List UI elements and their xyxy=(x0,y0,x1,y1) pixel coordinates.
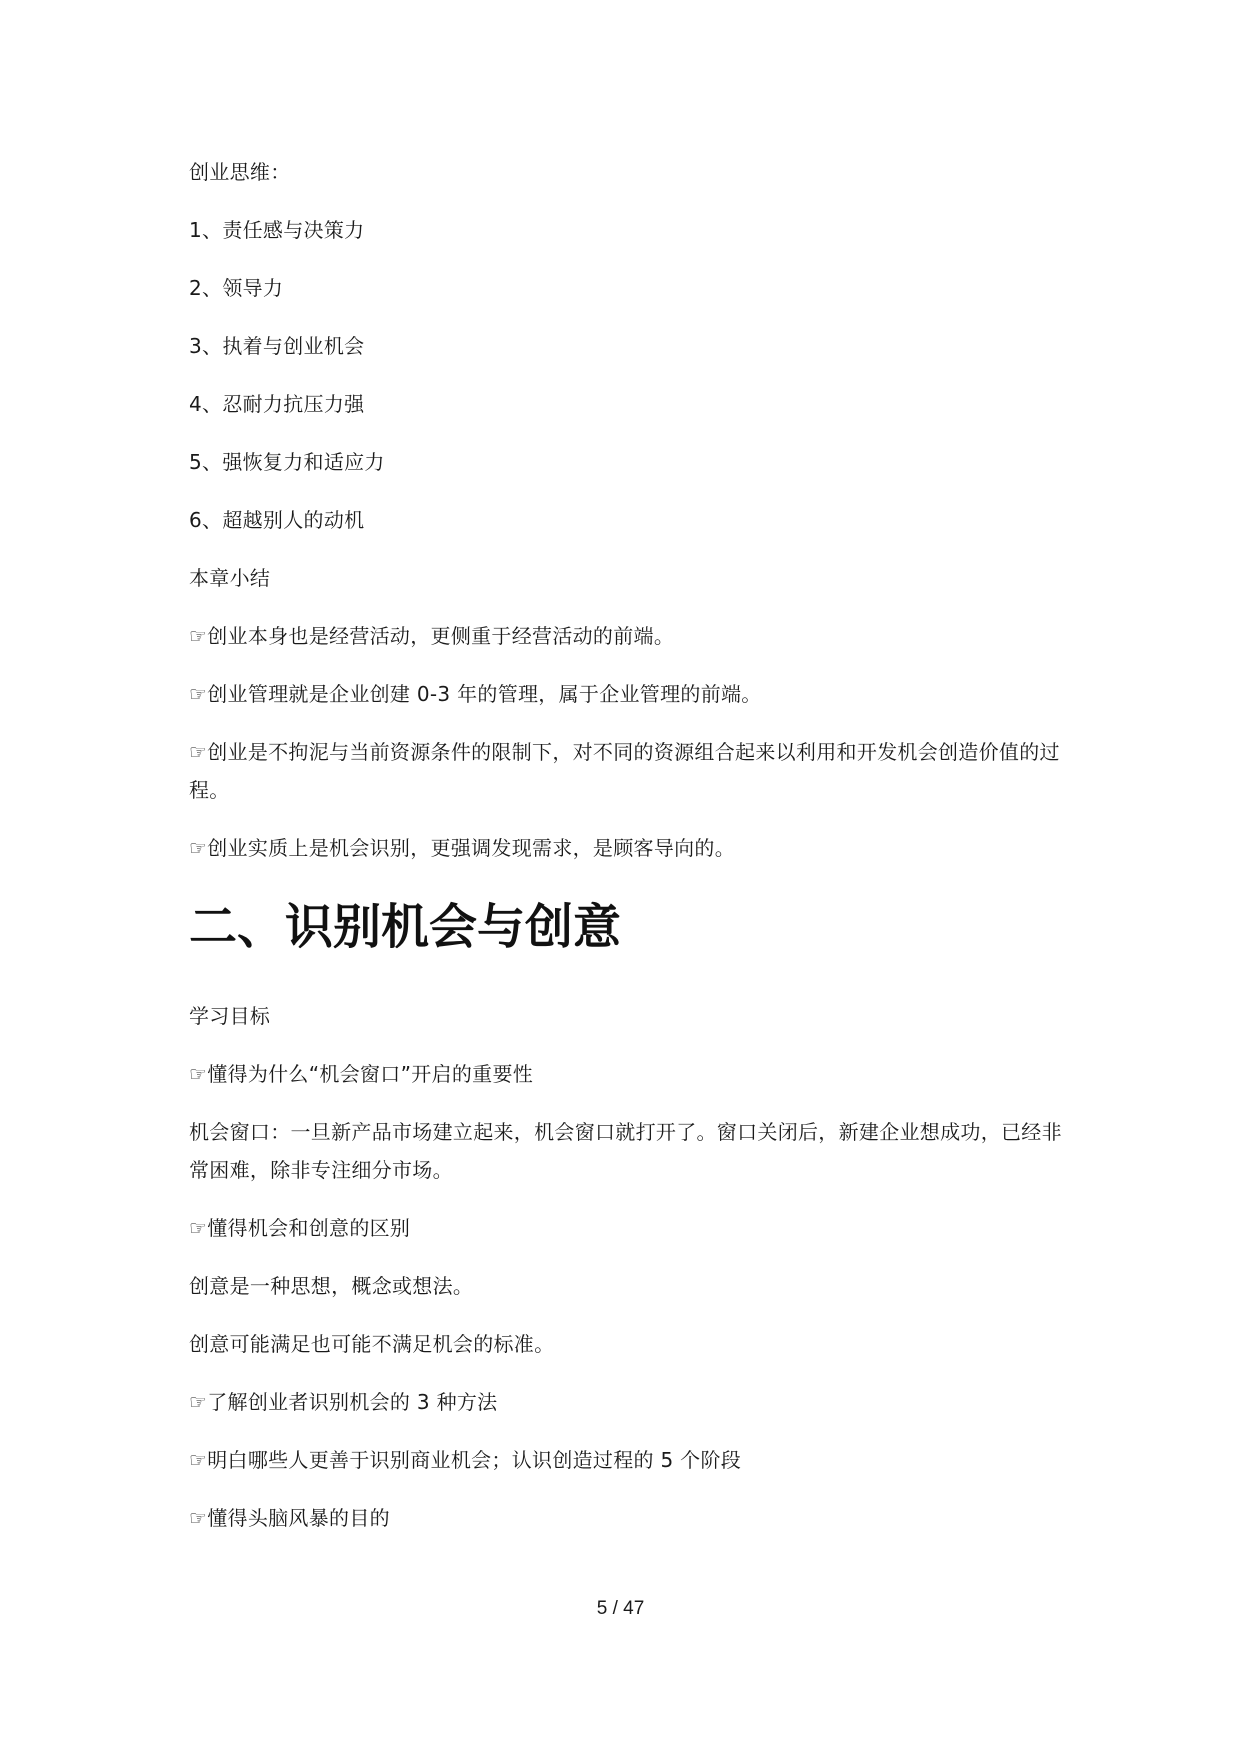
list-item: 1、责任感与决策力 xyxy=(189,218,365,242)
summary-item: ☞创业是不拘泥与当前资源条件的限制下，对不同的资源组合起来以利用和开发机会创造价值的过程。 xyxy=(189,740,1060,802)
summary-item: ☞创业实质上是机会识别，更强调发现需求，是顾客导向的。 xyxy=(189,836,736,860)
goal-title: 学习目标 xyxy=(189,1004,271,1028)
page-content xyxy=(189,153,1069,1557)
definition-paragraph: 机会窗口：一旦新产品市场建立起来，机会窗口就打开了。窗口关闭后，新建企业想成功，已经非常困难，除非专注细分市场。 xyxy=(189,1120,1062,1182)
list-item: 2、领导力 xyxy=(189,276,284,300)
goal-item: ☞懂得头脑风暴的目的 xyxy=(189,1506,390,1530)
definition-paragraph: 创意可能满足也可能不满足机会的标准。 xyxy=(189,1332,555,1356)
summary-item: ☞创业管理就是企业创建 0-3 年的管理，属于企业管理的前端。 xyxy=(189,682,762,706)
summary-item: ☞创业本身也是经营活动，更侧重于经营活动的前端。 xyxy=(189,624,675,648)
section-title: 创业思维： xyxy=(189,160,291,184)
goal-item: ☞懂得机会和创意的区别 xyxy=(189,1216,411,1240)
chapter-heading: 二、识别机会与创意 xyxy=(189,899,622,955)
list-item: 6、超越别人的动机 xyxy=(189,508,365,532)
goal-item: ☞懂得为什么“机会窗口”开启的重要性 xyxy=(189,1062,534,1086)
list-item: 4、忍耐力抗压力强 xyxy=(189,392,365,416)
page-number: 5 / 47 xyxy=(596,1598,645,1619)
goal-item: ☞了解创业者识别机会的 3 种方法 xyxy=(189,1390,498,1414)
summary-title: 本章小结 xyxy=(189,566,271,590)
definition-paragraph: 创意是一种思想，概念或想法。 xyxy=(189,1274,474,1298)
goal-item: ☞明白哪些人更善于识别商业机会；认识创造过程的 5 个阶段 xyxy=(189,1448,742,1472)
list-item: 5、强恢复力和适应力 xyxy=(189,450,385,474)
list-item: 3、执着与创业机会 xyxy=(189,334,365,358)
